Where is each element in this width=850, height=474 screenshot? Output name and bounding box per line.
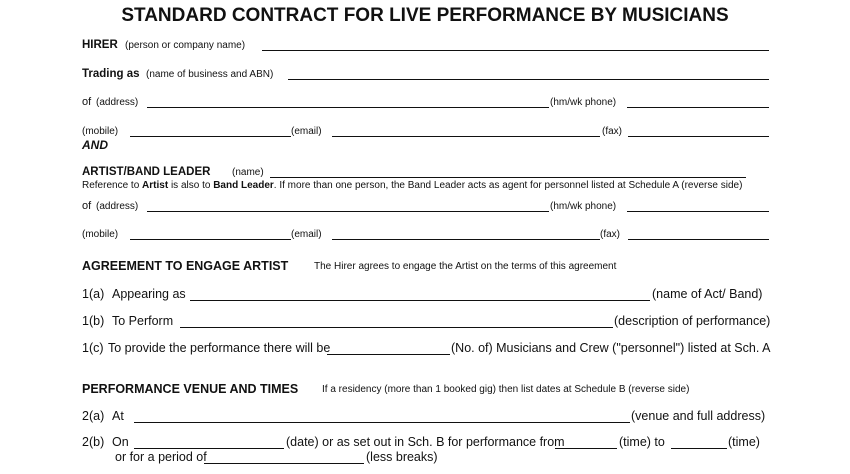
hirer-fax-label: (fax) — [602, 126, 622, 137]
item-2b-label: On — [112, 435, 129, 449]
artist-fax-label: (fax) — [600, 229, 620, 240]
item-2b-time-suffix: (time) — [728, 435, 760, 449]
hirer-email-field[interactable] — [332, 136, 600, 137]
item-2a-label: At — [112, 409, 124, 423]
performance-date-field[interactable] — [134, 448, 284, 449]
artist-name-field[interactable] — [270, 177, 746, 178]
item-2a-suffix: (venue and full address) — [631, 409, 766, 423]
agreement-heading: AGREEMENT TO ENGAGE ARTIST — [82, 259, 289, 273]
item-1b-suffix: (description of performance) — [614, 314, 771, 328]
start-time-field[interactable] — [555, 448, 617, 449]
artist-mobile-field[interactable] — [130, 239, 291, 240]
item-1a-suffix: (name of Act/ Band) — [652, 287, 763, 301]
item-1b-label: To Perform — [112, 314, 174, 328]
artist-fax-field[interactable] — [628, 239, 769, 240]
hirer-address-field[interactable] — [147, 107, 549, 108]
hirer-phone-field[interactable] — [627, 107, 769, 108]
and-label: AND — [82, 138, 108, 152]
artist-hint: (name) — [232, 167, 264, 178]
item-2b-number: 2(b) — [82, 435, 105, 449]
hirer-address-hint: (address) — [96, 97, 139, 108]
hirer-mobile-label: (mobile) — [82, 126, 119, 137]
trading-as-label: Trading as — [82, 68, 140, 80]
artist-phone-field[interactable] — [627, 211, 769, 212]
venue-note: If a residency (more than 1 booked gig) then list dates at Schedule B (reverse side) — [322, 384, 690, 395]
venue-address-field[interactable] — [134, 422, 630, 423]
item-2a-number: 2(a) — [82, 409, 105, 423]
end-time-field[interactable] — [671, 448, 727, 449]
hirer-phone-label: (hm/wk phone) — [550, 97, 617, 108]
item-1c-label: To provide the performance there will be — [108, 341, 331, 355]
hirer-fax-field[interactable] — [628, 136, 769, 137]
artist-address-hint: (address) — [96, 201, 139, 212]
performance-period-field[interactable] — [204, 463, 364, 464]
musician-count-field[interactable] — [327, 354, 450, 355]
artist-label: ARTIST/BAND LEADER — [82, 166, 211, 178]
hirer-email-label: (email) — [291, 126, 322, 137]
item-1b-number: 1(b) — [82, 314, 105, 328]
artist-reference-note: Reference to Artist is also to Band Leader. If more than one person, the Band Leader acts as agent for personnel listed at Schedule A (reverse side) — [82, 180, 743, 191]
document-title: STANDARD CONTRACT FOR LIVE PERFORMANCE BY MUSICIANS — [121, 5, 729, 26]
item-1c-suffix: (No. of) Musicians and Crew ("personnel") listed at Sch. A — [451, 341, 771, 355]
artist-address-field[interactable] — [147, 211, 549, 212]
item-2b-time-to: (time) to — [619, 435, 665, 449]
artist-of-label: of — [82, 200, 92, 212]
artist-mobile-label: (mobile) — [82, 229, 119, 240]
hirer-of-label: of — [82, 96, 92, 108]
artist-email-label: (email) — [291, 229, 322, 240]
act-name-field[interactable] — [190, 300, 650, 301]
hirer-label: HIRER — [82, 39, 118, 51]
hirer-hint: (person or company name) — [125, 40, 246, 51]
item-2b-mid: (date) or as set out in Sch. B for performance from — [286, 435, 565, 449]
agreement-note: The Hirer agrees to engage the Artist on the terms of this agreement — [314, 261, 617, 272]
item-2b-period-suffix: (less breaks) — [366, 450, 438, 464]
item-1a-number: 1(a) — [82, 287, 105, 301]
artist-phone-label: (hm/wk phone) — [550, 201, 617, 212]
item-1c-number: 1(c) — [82, 341, 104, 355]
item-2b-period-label: or for a period of — [115, 450, 207, 464]
hirer-mobile-field[interactable] — [130, 136, 291, 137]
hirer-name-field[interactable] — [262, 50, 769, 51]
artist-email-field[interactable] — [332, 239, 600, 240]
trading-as-hint: (name of business and ABN) — [146, 69, 274, 80]
venue-heading: PERFORMANCE VENUE AND TIMES — [82, 382, 299, 396]
performance-description-field[interactable] — [180, 327, 613, 328]
trading-as-field[interactable] — [288, 79, 769, 80]
item-1a-label: Appearing as — [112, 287, 186, 301]
